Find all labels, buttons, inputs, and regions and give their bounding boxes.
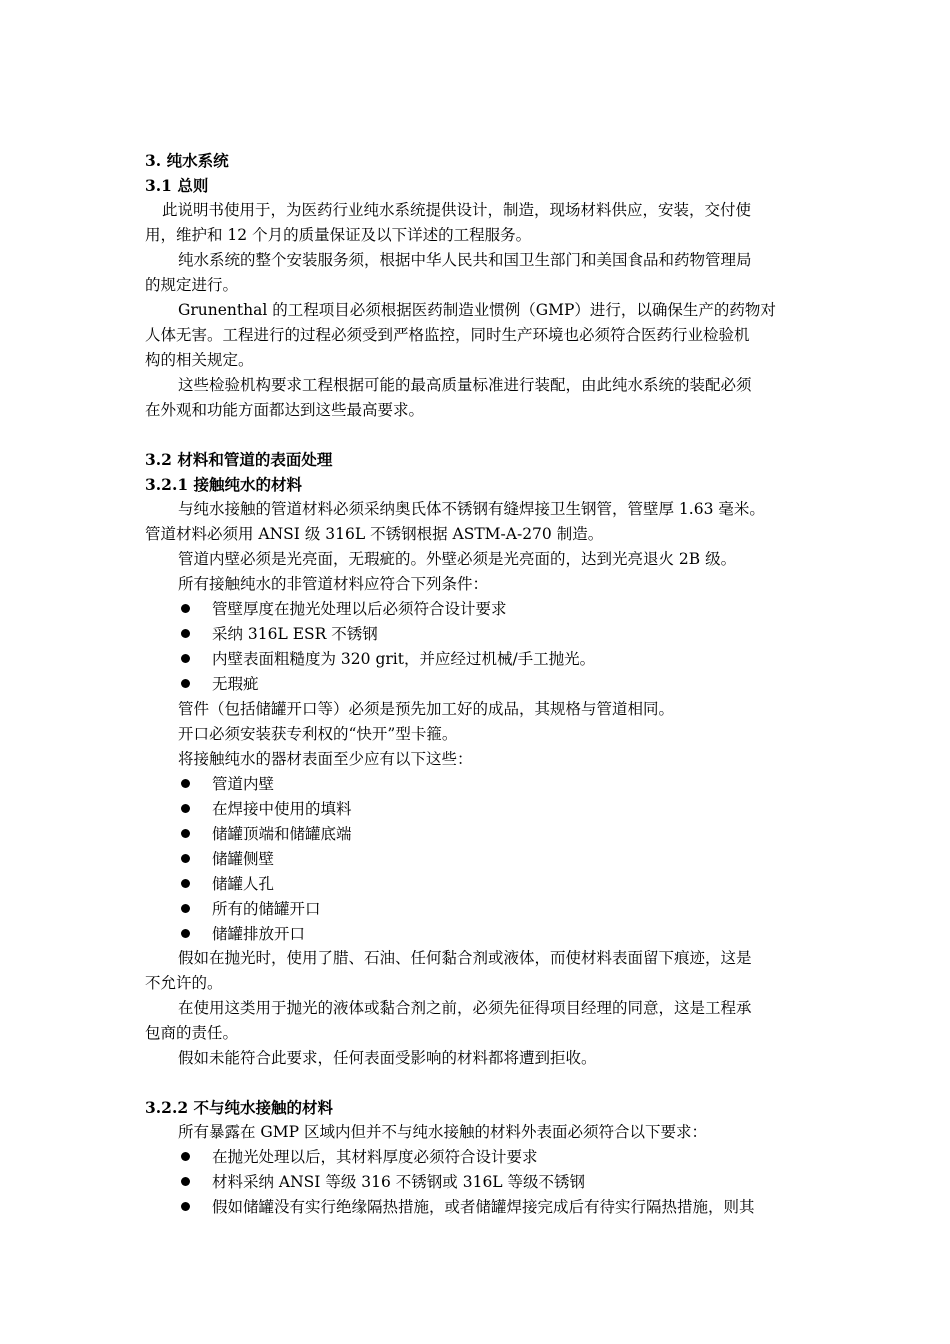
list-item: 储罐人孔 — [212, 875, 275, 893]
list-item: 管壁厚度在抛光处理以后必须符合设计要求 — [212, 600, 507, 618]
paragraph-line: 的规定进行。 — [145, 276, 239, 294]
list-item: 管道内壁 — [212, 775, 275, 793]
paragraph-line: 与纯水接触的管道材料必须采纳奥氏体不锈钢有缝焊接卫生钢管，管壁厚 1.63 毫米。 — [178, 500, 765, 518]
list-item: 在抛光处理以后，其材料厚度必须符合设计要求 — [212, 1148, 538, 1166]
paragraph-line: 用，维护和 12 个月的质量保证及以下详述的工程服务。 — [145, 226, 532, 244]
list-item: 储罐顶端和储罐底端 — [212, 825, 352, 843]
list-item: 材料采纳 ANSI 等级 316 不锈钢或 316L 等级不锈钢 — [212, 1173, 586, 1191]
paragraph-line: 将接触纯水的器材表面至少应有以下这些： — [178, 750, 473, 768]
paragraph-line: 包商的责任。 — [145, 1024, 239, 1042]
list-item: 储罐排放开口 — [212, 925, 306, 943]
paragraph-line: 管道内壁必须是光亮面，无瑕疵的。外壁必须是光亮面的，达到光亮退火 2B 级。 — [178, 550, 737, 568]
section-3-2-2-heading: 3.2.2 不与纯水接触的材料 — [145, 1098, 334, 1117]
bullet-icon — [181, 1152, 190, 1161]
paragraph-line: Grunenthal 的工程项目必须根据医药制造业惯例（GMP）进行，以确保生产的药物对 — [178, 301, 776, 319]
bullet-icon — [181, 854, 190, 863]
paragraph-line: 管件（包括储罐开口等）必须是预先加工好的成品，其规格与管道相同。 — [178, 700, 675, 718]
paragraph-line: 此说明书使用于，为医药行业纯水系统提供设计，制造，现场材料供应，安装，交付使 — [162, 201, 752, 219]
paragraph-line: 人体无害。工程进行的过程必须受到严格监控，同时生产环境也必须符合医药行业检验机 — [145, 326, 750, 344]
paragraph-line: 在外观和功能方面都达到这些最高要求。 — [145, 401, 425, 419]
paragraph-line: 所有接触纯水的非管道材料应符合下列条件： — [178, 575, 489, 593]
bullet-icon — [181, 679, 190, 688]
bullet-icon — [181, 929, 190, 938]
paragraph-line: 在使用这类用于抛光的液体或黏合剂之前，必须先征得项目经理的同意，这是工程承 — [178, 999, 752, 1017]
bullet-icon — [181, 1202, 190, 1211]
paragraph-line: 假如在抛光时，使用了腊、石油、任何黏合剂或液体，而使材料表面留下痕迹，这是 — [178, 949, 752, 967]
paragraph-line: 不允许的。 — [145, 974, 223, 992]
list-item: 采纳 316L ESR 不锈钢 — [212, 625, 378, 643]
bullet-icon — [181, 904, 190, 913]
paragraph-line: 纯水系统的整个安装服务须，根据中华人民共和国卫生部门和美国食品和药物管理局 — [178, 251, 752, 269]
bullet-icon — [181, 604, 190, 613]
section-3-2-heading: 3.2 材料和管道的表面处理 — [145, 450, 333, 469]
paragraph-line: 管道材料必须用 ANSI 级 316L 不锈钢根据 ASTM-A-270 制造。 — [145, 525, 604, 543]
list-item: 假如储罐没有实行绝缘隔热措施，或者储罐焊接完成后有待实行隔热措施，则其 — [212, 1198, 755, 1216]
section-3-2-1-heading: 3.2.1 接触纯水的材料 — [145, 475, 303, 494]
paragraph-line: 开口必须安装获专利权的“快开”型卡箍。 — [178, 725, 458, 743]
list-item: 无瑕疵 — [212, 675, 259, 693]
bullet-icon — [181, 779, 190, 788]
section-3-heading: 3. 纯水系统 — [145, 151, 229, 170]
paragraph-line: 构的相关规定。 — [145, 351, 254, 369]
list-item: 所有的储罐开口 — [212, 900, 321, 918]
list-item: 在焊接中使用的填料 — [212, 800, 352, 818]
bullet-icon — [181, 1177, 190, 1186]
bullet-icon — [181, 629, 190, 638]
paragraph-line: 这些检验机构要求工程根据可能的最高质量标准进行装配，由此纯水系统的装配必须 — [178, 376, 752, 394]
paragraph-line: 所有暴露在 GMP 区域内但并不与纯水接触的材料外表面必须符合以下要求： — [178, 1123, 708, 1141]
paragraph-line: 假如未能符合此要求，任何表面受影响的材料都将遭到拒收。 — [178, 1049, 597, 1067]
list-item: 内壁表面粗糙度为 320 grit，并应经过机械/手工抛光。 — [212, 650, 596, 668]
bullet-icon — [181, 829, 190, 838]
bullet-icon — [181, 804, 190, 813]
section-3-1-heading: 3.1 总则 — [145, 176, 209, 195]
bullet-icon — [181, 654, 190, 663]
list-item: 储罐侧壁 — [212, 850, 275, 868]
bullet-icon — [181, 879, 190, 888]
